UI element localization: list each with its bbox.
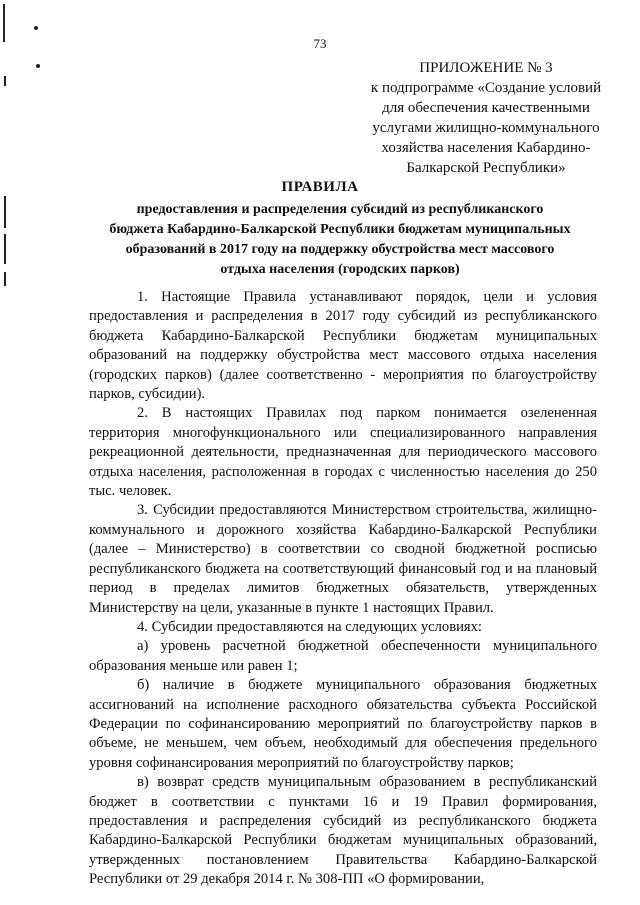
appendix-subtitle: к подпрограмме «Создание условий для обеспечения качественными услугами жилищно-коммунального хозяйства населения Кабардино- Балкарской Республики» [370,80,602,176]
paragraph-4a: а) уровень расчетной бюджетной обеспеченности муниципального образования меньше или равен 1; [89,638,597,674]
document-subtitle: предоставления и распределения субсидий из республиканского бюджета Кабардино-Балкарской Республики бюджетам муниципальных образований в 2017 году на поддержку обустройства мест массового отдыха населения (городских парков) [109,202,571,277]
appendix-header [348,58,624,178]
paragraph-4c: в) возврат средств муниципальным образованием в республиканский бюджет в соответствии с пунктами 16 и 19 Правил формирования, предоставления и распределения субсидий из республиканского бюджета Кабардино-Балкарской Республики бюджетам муниципальных образований, утвержденных постановлением Правительства Кабардино-Балкарской Республики от 29 декабря 2014 г. № 308-ПП «О формировании, [89,774,597,888]
paragraph-4b: б) наличие в бюджете муниципального образования бюджетных ассигнований на исполнение расходного обязательства субъекта Российской Федерации по софинансированию мероприятий по благоустройству парков в объеме, не меньшем, чем объем, необходимый для обеспечения предельного уровня софинансирования мероприятий по благоустройству парков; [89,677,597,771]
paragraph-1: 1. Настоящие Правила устанавливают порядок, цели и условия предоставления и распределения в 2017 году субсидий из республиканского бюджета Кабардино-Балкарской Республики бюджетам муниципальных образований на поддержку обустройства мест массового отдыха населения (городских парков) (далее соответственно - мероприятия по благоустройству парков, субсидии). [89,289,597,403]
scan-dot [36,64,40,68]
document-title: ПРАВИЛА [281,179,359,195]
scan-margin-line [4,272,6,286]
paragraph-3: 3. Субсидии предоставляются Министерством строительства, жилищно-коммунального и дорожного хозяйства Кабардино-Балкарской Республики (далее – Министерство) в соответствии со сводной бюджетной росписью республиканского бюджета на соответствующий финансовый год и на плановый период в пределах лимитов бюджетных обязательств, утвержденных Министерству на цели, указанные в пункте 1 настоящих Правил. [89,502,597,616]
paragraph-2: 2. В настоящих Правилах под парком понимается озелененная территория многофункционального или специализированного направления рекреационной деятельности, предназначенная для периодического массового отдыха населения, расположенная в городах с численностью населения до 250 тыс. человек. [89,405,597,500]
document-body [89,288,597,890]
scan-margin-line [4,76,6,86]
scan-margin-line [4,234,6,264]
scan-dot [34,26,38,30]
scan-margin-line [4,196,6,228]
paragraph-4: 4. Субсидии предоставляются на следующих условиях: [137,618,482,635]
appendix-title: ПРИЛОЖЕНИЕ № 3 [419,60,553,76]
page-number: 73 [313,36,327,51]
